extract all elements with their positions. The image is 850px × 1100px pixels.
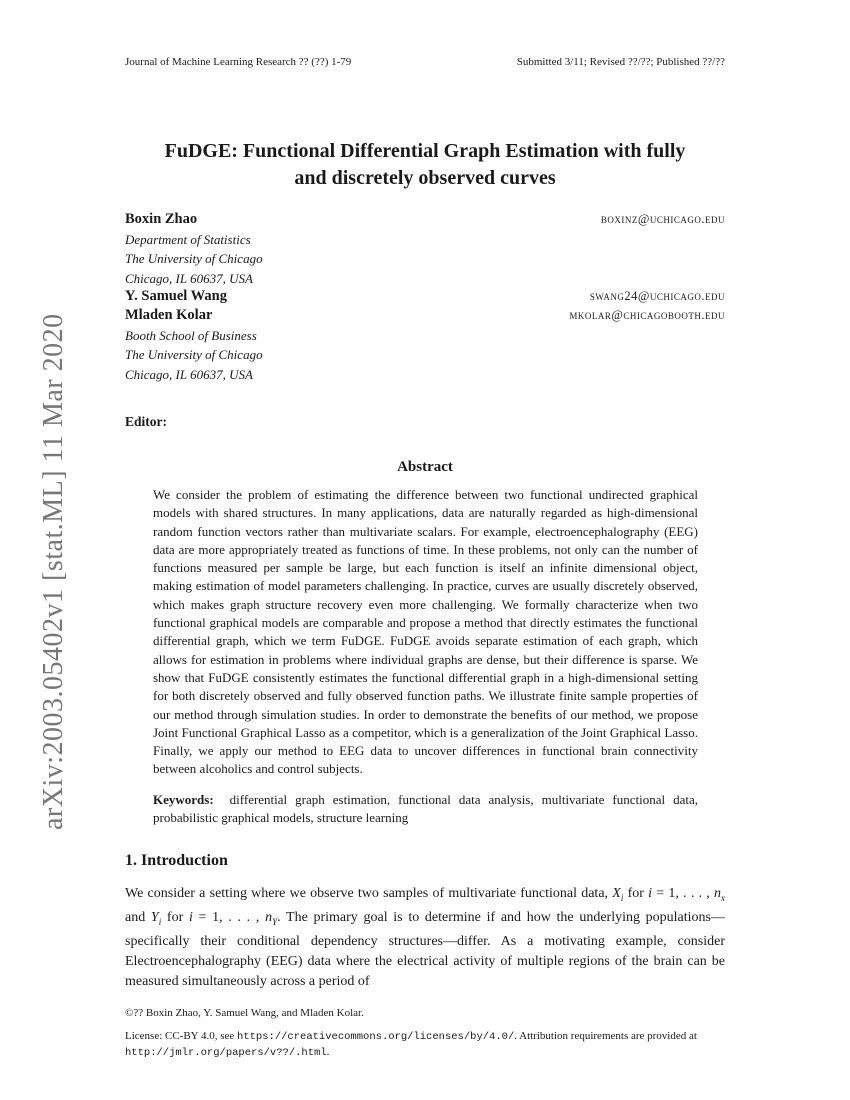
intro-text: We consider a setting where we observe two samples of multivariate functional data, <box>125 886 613 901</box>
keywords-text: differential graph estimation, functional data analysis, multivariate functional data, probabilistic graphical models, structure learning <box>153 792 699 826</box>
affiliation-line: Chicago, IL 60637, USA <box>125 270 253 286</box>
keywords <box>153 791 698 828</box>
author-affiliation-zhao <box>125 230 263 288</box>
attribution-link[interactable]: http://jmlr.org/papers/v??/.html <box>125 1047 327 1059</box>
author-email-kolar: mkolar@chicagobooth.edu <box>569 308 725 322</box>
license-text: License: CC-BY 4.0, see <box>125 1030 238 1042</box>
submission-header: Submitted 3/11; Revised ??/??; Published ??/?? <box>516 56 725 68</box>
author-email-zhao: boxinz@uchicago.edu <box>600 212 725 226</box>
author-affiliation-kolar <box>125 326 263 384</box>
license-text: . <box>326 1046 330 1058</box>
section-heading-introduction: 1. Introduction <box>125 852 228 869</box>
title-line-2: and discretely observed curves <box>294 167 556 189</box>
affiliation-line: Department of Statistics <box>125 232 251 247</box>
title-line-1: FuDGE: Functional Differential Graph Estimation with fully <box>164 140 686 162</box>
license-note <box>125 1029 725 1061</box>
intro-text: and <box>125 909 151 925</box>
intro-text: for <box>623 886 649 901</box>
author-name-kolar: Mladen Kolar <box>125 307 213 323</box>
intro-text: . The primary goal is to determine if and how the underlying populations—specifically their conditional dependency structures—differ. As a motivating example, consider Electroencephalography (EEG) data where the electrical activity of multiple regions of the brain can be measured simultaneously across a period of <box>125 909 725 989</box>
keywords-label: Keywords: <box>153 792 214 807</box>
author-name-wang: Y. Samuel Wang <box>125 288 227 304</box>
affiliation-line: The University of Chicago <box>125 347 263 363</box>
affiliation-line: Chicago, IL 60637, USA <box>125 366 253 382</box>
license-text: . Attribution requirements are provided at <box>514 1030 697 1042</box>
author-email-wang: swang24@uchicago.edu <box>589 289 725 303</box>
copyright-line: ©?? Boxin Zhao, Y. Samuel Wang, and Mladen Kolar. <box>125 1007 364 1019</box>
affiliation-line: The University of Chicago <box>125 251 263 267</box>
journal-header: Journal of Machine Learning Research ?? (??) 1-79 <box>125 56 352 68</box>
paper-title <box>110 138 740 192</box>
author-name-zhao: Boxin Zhao <box>125 211 198 227</box>
abstract-heading: Abstract <box>397 459 453 475</box>
abstract-text: We consider the problem of estimating the difference between two functional undirected graphical models with shared structures. In many applications, data are naturally regarded as high-dimensional random function vectors rather than multivariate scalars. For example, electroencephalography (EEG) data are more appropriately treated as functions of time. In these problems, not only can the number of functions measured per sample be large, but each function is itself an infinite dimensional object, making estimation of model parameters challenging. In practice, curves are usually discretely observed, which makes graph structure recovery even more challenging. We formally characterize when two functional graphical models are comparable and propose a method that directly estimates the functional differential graph, which we term FuDGE. FuDGE avoids separate estimation of each graph, which allows for estimation in problems where individual graphs are dense, but their difference is sparse. We show that FuDGE consistently estimates the functional differential graph in a high-dimensional setting for both discretely observed and fully observed function paths. We illustrate finite sample properties of our method through simulation studies. In order to demonstrate the benefits of our method, we propose Joint Functional Graphical Lasso as a competitor, which is a generalization of the Joint Graphical Lasso. Finally, we apply our method to EEG data to uncover differences in functional brain connectivity between alcoholics and control subjects. <box>153 487 698 777</box>
intro-text: for <box>161 909 189 925</box>
editor-label: Editor: <box>125 414 167 429</box>
arxiv-sidebar: arXiv:2003.05402v1 [stat.ML] 11 Mar 2020 <box>38 313 69 830</box>
introduction-paragraph: We consider a setting where we observe two samples of multivariate functional data, $X_i$ for i = 1, . . . , $n_x$ and $Y_i$ for i = 1, . . . , $n_Y$. The primary goal is to determine if and how the underlying populations—specifically their conditional dependency structures—differ. As a motivating example, consider Electroencephalography (EEG) data where the electrical activity of multiple regions of the brain can be measured simultaneously across a period of <box>125 886 725 989</box>
affiliation-line: Booth School of Business <box>125 328 257 343</box>
license-link[interactable]: https://creativecommons.org/licenses/by/4.0/ <box>237 1031 515 1043</box>
